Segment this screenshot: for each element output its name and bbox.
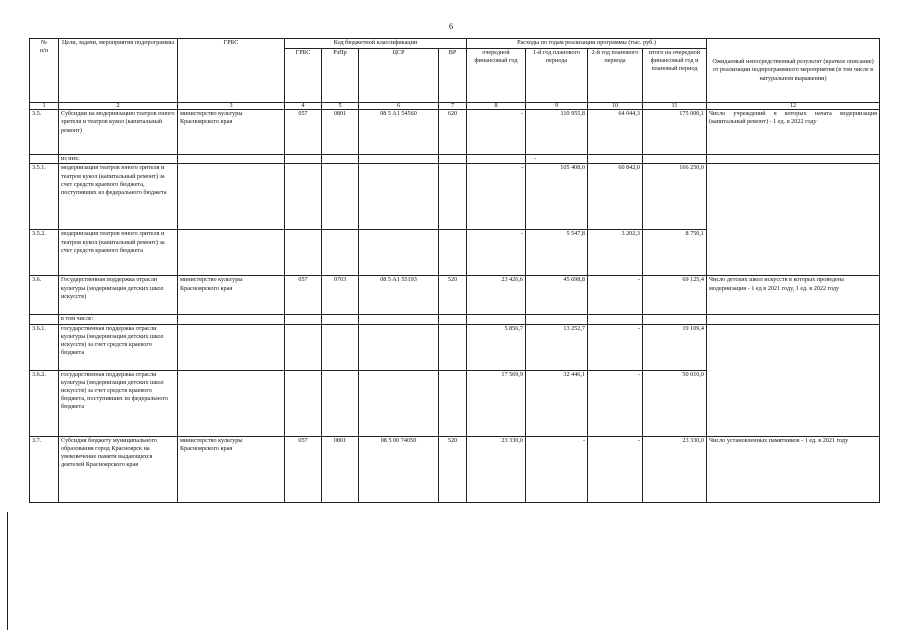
table-row [30, 276, 880, 315]
row-y2: 5 547,8 [526, 230, 588, 276]
row-total: 50 016,0 [643, 370, 707, 436]
row-y3: - [588, 436, 643, 502]
row-vr: 520 [439, 436, 467, 502]
row-num: 3.5.1. [30, 164, 59, 230]
index-cell: 11 [643, 103, 707, 110]
header-classification: Код бюджетной классификации [285, 39, 467, 49]
table-row-subheading [30, 315, 880, 324]
index-cell: 6 [359, 103, 439, 110]
page-number: 6 [449, 22, 453, 31]
row-name: Субсидии на модернизацию театров юного зрителя и театров кукол (капитальный ремонт) [59, 110, 178, 155]
row-num: 3.5.2. [30, 230, 59, 276]
row-y2: 105 408,0 [526, 164, 588, 230]
index-cell: 12 [707, 103, 880, 110]
row-y1: 23 330,0 [467, 436, 526, 502]
row-total: 23 330,0 [643, 436, 707, 502]
row-num: 3.6. [30, 276, 59, 315]
row-grbs: министерство культуры Красноярского края [178, 276, 285, 315]
row-result: Число учреждений в которых начата модернизация (капитальный ремонт) - 1 ед. в 2022 году [707, 110, 880, 155]
row-rzpr: 0801 [322, 436, 359, 502]
index-cell: 10 [588, 103, 643, 110]
row-csr: 08 5 A1 54560 [359, 110, 439, 155]
row-result: Число детских школ искусств в которых проведена модернизация - 1 ед в 2021 году, 1 ед. в 2022 году [707, 276, 880, 315]
margin-line [7, 512, 8, 630]
row-num: 3.7. [30, 436, 59, 502]
index-cell: 4 [285, 103, 322, 110]
row-name: Государственная поддержка отрасли культуры (модернизация детских школ искусств) [59, 276, 178, 315]
table-row [30, 164, 880, 230]
row-y2: 45 698,8 [526, 276, 588, 315]
row-num: 3.6.1. [30, 324, 59, 370]
row-y2: - [526, 155, 588, 164]
row-name: государственная поддержка отрасли культуры (модернизация детских школ искусств) за счет средств краевого бюджета, поступивших из федерального бюджета [59, 370, 178, 436]
row-rzpr: 0801 [322, 110, 359, 155]
row-total: 175 000,1 [643, 110, 707, 155]
index-cell: 8 [467, 103, 526, 110]
row-y2: 110 955,8 [526, 110, 588, 155]
row-csr: 08 5 A1 55193 [359, 276, 439, 315]
index-cell: 2 [59, 103, 178, 110]
row-name: государственная поддержка отрасли культуры (модернизация детских школ искусств) за счет средств краевого бюджета [59, 324, 178, 370]
index-cell: 7 [439, 103, 467, 110]
row-y3: 60 842,0 [588, 164, 643, 230]
index-row [30, 103, 880, 110]
row-vr: 620 [439, 110, 467, 155]
program-table [29, 38, 880, 503]
row-name: модернизация театров юного зрителя и театров кукол (капитальный ремонт) за счет средств краевого бюджета [59, 230, 178, 276]
header-rzpr: РзПр [322, 49, 359, 103]
table-row [30, 110, 880, 155]
row-y2: - [526, 436, 588, 502]
header-grbs: ГРБС [178, 39, 285, 103]
row-grbs: министерство культуры Красноярского края [178, 436, 285, 502]
row-csr: 08 5 00 74050 [359, 436, 439, 502]
row-y1: - [467, 230, 526, 276]
row-y3: 64 044,3 [588, 110, 643, 155]
header-expenses: Расходы по годам реализации программы (тыс. руб.) [467, 39, 707, 49]
row-y3: - [588, 370, 643, 436]
row-y3: - [588, 324, 643, 370]
table-row [30, 436, 880, 502]
row-y3: 3 202,3 [588, 230, 643, 276]
row-y1: 5 856,7 [467, 324, 526, 370]
row-y2: 13 252,7 [526, 324, 588, 370]
header-goals: Цели, задачи, мероприятия подпрограммы [59, 39, 178, 103]
row-total: 166 250,0 [643, 164, 707, 230]
row-y3: - [588, 276, 643, 315]
table-row [30, 324, 880, 370]
row-num: 3.5. [30, 110, 59, 155]
header-y3: 2-й год планового периода [588, 49, 643, 103]
row-grbs-code: 057 [285, 436, 322, 502]
row-grbs-code: 057 [285, 110, 322, 155]
header-row-top [30, 39, 880, 49]
row-y1: 17 569,9 [467, 370, 526, 436]
row-vr: 520 [439, 276, 467, 315]
row-total: 69 125,4 [643, 276, 707, 315]
row-sub-label: в том числе: [59, 315, 178, 324]
row-y2: 32 446,1 [526, 370, 588, 436]
index-cell: 3 [178, 103, 285, 110]
index-cell: 1 [30, 103, 59, 110]
row-total: 8 750,1 [643, 230, 707, 276]
row-rzpr: 0703 [322, 276, 359, 315]
row-grbs: министерство культуры Красноярского края [178, 110, 285, 155]
row-result: Число установленных памятников - 1 ед. в 2021 году [707, 436, 880, 502]
header-num: № п/п [30, 39, 59, 103]
row-total: 19 109,4 [643, 324, 707, 370]
index-cell: 9 [526, 103, 588, 110]
header-vr: ВР [439, 49, 467, 103]
index-cell: 5 [322, 103, 359, 110]
row-sub-label: из них: [59, 155, 178, 164]
header-result: Ожидаемый непосредственный результат (краткое описание) от реализации подпрограммного мероприятия (в том числе в натуральном выражении) [707, 39, 880, 103]
row-num: 3.6.2. [30, 370, 59, 436]
header-y2: 1-й год планового периода [526, 49, 588, 103]
row-y1: - [467, 164, 526, 230]
row-name: Субсидия бюджету муниципального образования город Красноярск на увековечение памяти выдающихся деятелей Красноярского края [59, 436, 178, 502]
header-total: итого на очередной финансовый год и плановый период [643, 49, 707, 103]
row-y1: - [467, 110, 526, 155]
row-name: модернизация театров юного зрителя и театров кукол (капитальный ремонт) за счет средств краевого бюджета, поступивших из федерального бюджета [59, 164, 178, 230]
header-grbs-code: ГРБС [285, 49, 322, 103]
header-csr: ЦСР [359, 49, 439, 103]
row-grbs-code: 057 [285, 276, 322, 315]
table-row-subheading [30, 155, 880, 164]
header-y1: очередной финансовый год [467, 49, 526, 103]
row-y1: 23 426,6 [467, 276, 526, 315]
